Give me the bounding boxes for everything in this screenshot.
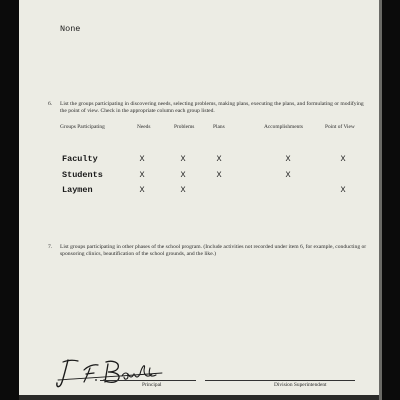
- col-header-groups: Groups Participating: [60, 124, 105, 130]
- check-laymen-point-of-view: X: [340, 185, 346, 195]
- check-laymen-problems: X: [180, 185, 186, 195]
- item6-number: 6.: [48, 101, 53, 107]
- bottom-edge: [19, 395, 379, 400]
- check-laymen-needs: X: [139, 185, 145, 195]
- check-faculty-accomplishments: X: [285, 154, 291, 164]
- check-faculty-problems: X: [180, 154, 186, 164]
- item7-number: 7.: [48, 244, 53, 250]
- check-students-accomplishments: X: [285, 170, 291, 180]
- check-students-plans: X: [216, 170, 222, 180]
- top-answer: None: [60, 24, 81, 34]
- principal-label: Principal: [142, 382, 162, 388]
- page-edge: [379, 0, 382, 400]
- col-header-plans: Plans: [213, 124, 225, 130]
- superintendent-signature-line: [205, 380, 355, 381]
- item7-instructions: List groups participating in other phases of the school program. (Include activities not recorded under item 6, for example, conducting or sponsoring clinics, beautification of the school grounds, and the like.): [60, 244, 367, 257]
- check-faculty-point-of-view: X: [340, 154, 346, 164]
- col-header-problems: Problems: [174, 124, 195, 130]
- form-page: [19, 0, 379, 400]
- col-header-point-of-view: Point of View: [325, 124, 355, 130]
- check-students-needs: X: [139, 170, 145, 180]
- check-faculty-plans: X: [216, 154, 222, 164]
- row-label-laymen: Laymen: [62, 185, 93, 195]
- check-faculty-needs: X: [139, 154, 145, 164]
- principal-signature-line: [100, 380, 196, 381]
- row-label-students: Students: [62, 170, 103, 180]
- superintendent-label: Division Superintendent: [274, 382, 327, 388]
- item6-instructions: List the groups participating in discovering needs, selecting problems, making plans, executing the plans, and formulating or modifying the point of view. Check in the appropriate column each group listed.: [60, 101, 364, 114]
- col-header-accomplishments: Accomplishments: [264, 124, 303, 130]
- check-students-problems: X: [180, 170, 186, 180]
- row-label-faculty: Faculty: [62, 154, 98, 164]
- col-header-needs: Needs: [137, 124, 151, 130]
